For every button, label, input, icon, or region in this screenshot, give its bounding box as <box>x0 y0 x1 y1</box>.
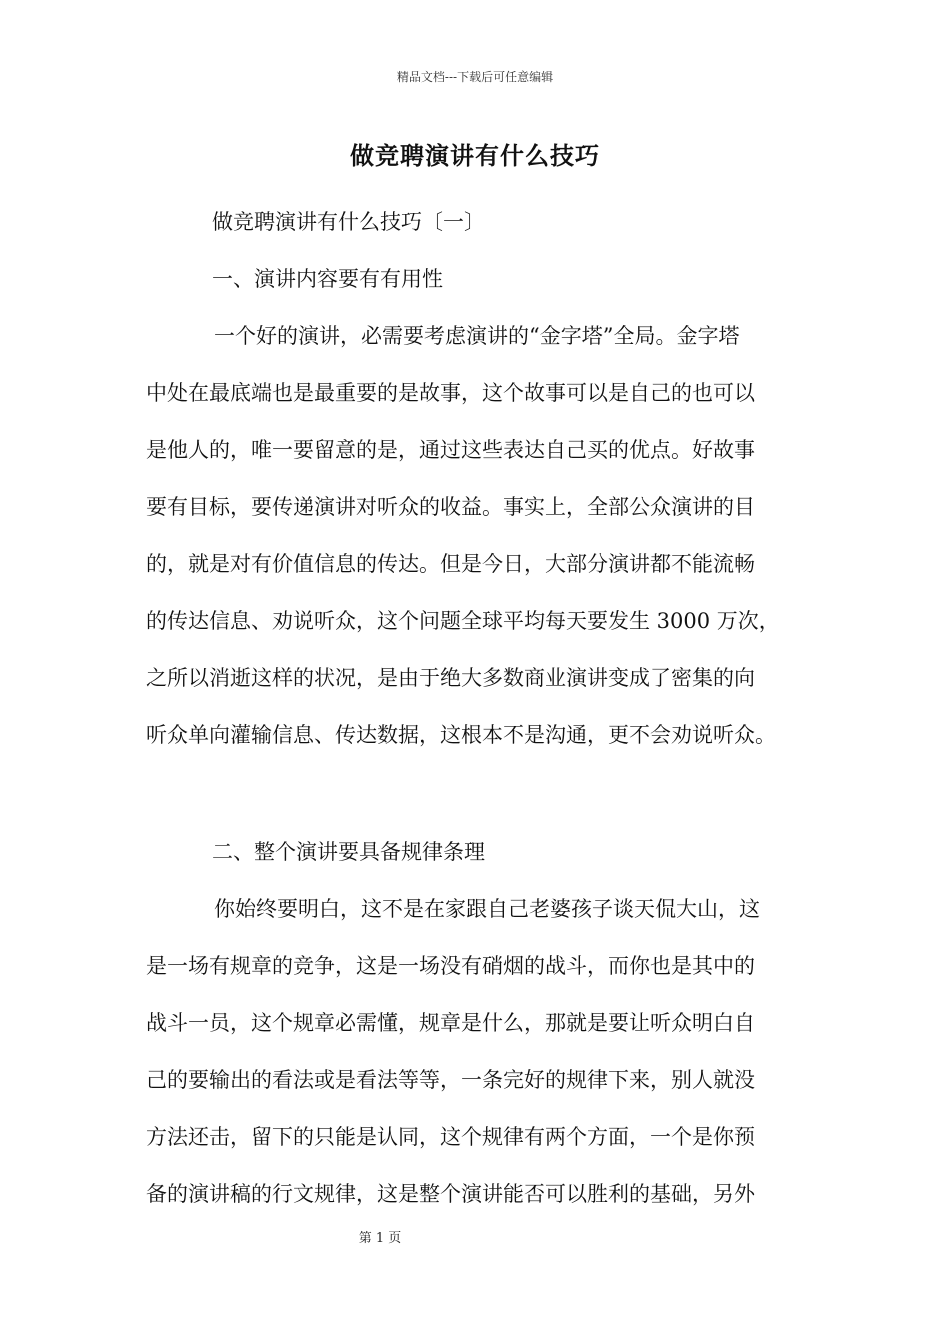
header-note: 精品文档---下载后可任意编辑 <box>396 70 554 84</box>
paragraph-line: 中处在最底端也是最重要的是故事，这个故事可以是自己的也可以 <box>146 381 755 405</box>
paragraph-line: 战斗一员，这个规章必需懂，规章是什么，那就是要让听众明白自 <box>146 1011 755 1035</box>
section-heading-1: 一、演讲内容要有有用性 <box>212 267 443 291</box>
paragraph-line: 己的要输出的看法或是看法等等，一条完好的规律下来，别人就没 <box>146 1068 755 1092</box>
paragraph-line: 备的演讲稿的行文规律，这是整个演讲能否可以胜利的基础，另外 <box>146 1182 755 1206</box>
paragraph-line: 是一场有规章的竞争，这是一场没有硝烟的战斗，而你也是其中的 <box>146 954 755 978</box>
section-heading-2: 二、整个演讲要具备规律条理 <box>212 840 485 864</box>
paragraph-line: 方法还击，留下的只能是认同，这个规律有两个方面，一个是你预 <box>146 1125 755 1149</box>
document-title: 做竞聘演讲有什么技巧 <box>350 141 600 170</box>
paragraph-line: 听众单向灌输信息、传达数据，这根本不是沟通，更不会劝说听众。 <box>146 723 776 747</box>
paragraph-line: 要有目标，要传递演讲对听众的收益。事实上，全部公众演讲的目 <box>146 495 755 519</box>
paragraph-line: 的传达信息、劝说听众，这个问题全球平均每天要发生 3000 万次， <box>146 609 780 633</box>
paragraph-line: 你始终要明白，这不是在家跟自己老婆孩子谈天侃大山，这 <box>214 897 760 921</box>
subtitle: 做竞聘演讲有什么技巧〔一〕 <box>212 210 485 234</box>
paragraph-line: 是他人的，唯一要留意的是，通过这些表达自己买的优点。好故事 <box>146 438 755 462</box>
paragraph-line: 的，就是对有价值信息的传达。但是今日，大部分演讲都不能流畅 <box>146 552 755 576</box>
page-number: 第 1 页 <box>358 1231 402 1246</box>
paragraph-line: 之所以消逝这样的状况，是由于绝大多数商业演讲变成了密集的向 <box>146 666 755 690</box>
paragraph-line: 一个好的演讲，必需要考虑演讲的“金字塔”全局。金字塔 <box>214 324 740 348</box>
